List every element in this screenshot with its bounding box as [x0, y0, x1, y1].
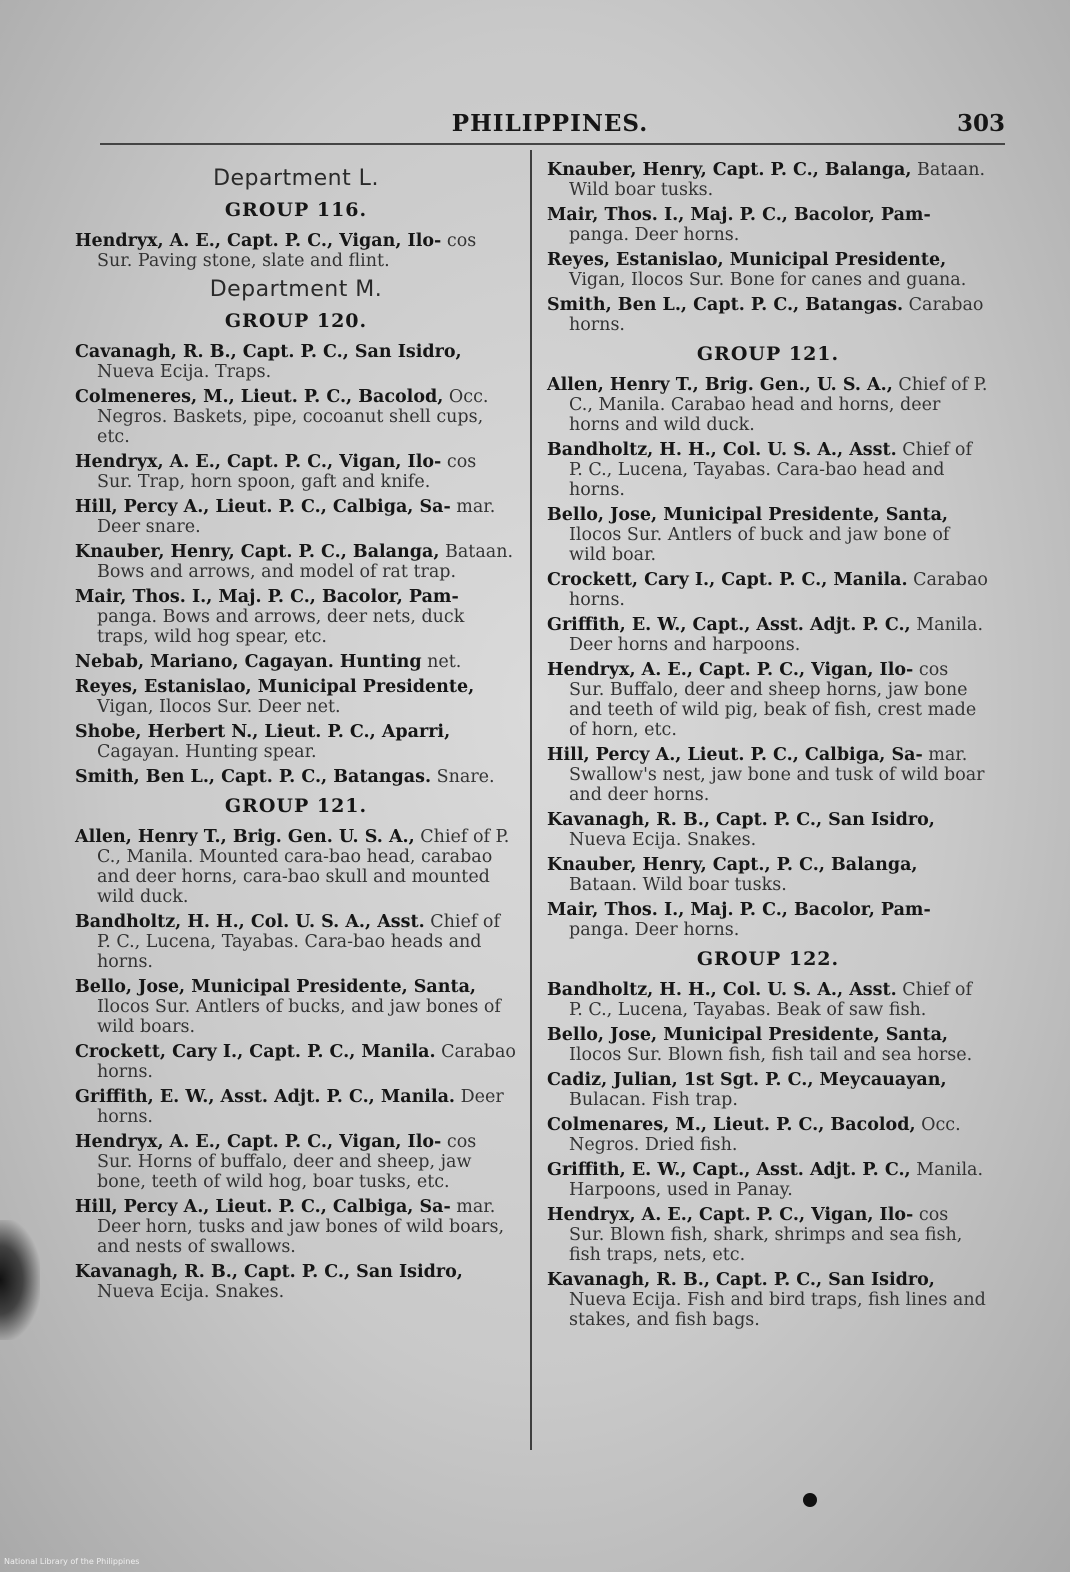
- exhibitor-name: Crockett, Cary I., Capt. P. C., Manila.: [547, 570, 908, 590]
- exhibitor-name: Bandholtz, H. H., Col. U. S. A., Asst.: [547, 440, 897, 460]
- exhibit-description: Carabao horns.: [97, 1042, 516, 1082]
- exhibitor-entry: [75, 497, 517, 537]
- exhibitor-entry: [547, 1070, 989, 1110]
- section: [547, 343, 989, 940]
- exhibitor-entry: [75, 587, 517, 647]
- exhibit-description: Chief of P. C., Manila. Carabao head and horns, deer horns and wild duck.: [569, 375, 988, 435]
- exhibitor-name: Mair, Thos. I., Maj. P. C., Bacolor, Pam-: [75, 587, 459, 607]
- exhibitor-entry: [75, 1132, 517, 1192]
- exhibitor-name: Knauber, Henry, Capt. P. C., Balanga,: [547, 160, 912, 180]
- exhibitor-name: Kavanagh, R. B., Capt. P. C., San Isidro,: [547, 810, 935, 830]
- exhibitor-entry: [547, 505, 989, 565]
- exhibitor-name: Hill, Percy A., Lieut. P. C., Calbiga, Sa-: [75, 1197, 451, 1217]
- exhibit-description: Manila. Deer horns and harpoons.: [569, 615, 984, 655]
- exhibitor-name: Hendryx, A. E., Capt. P. C., Vigan, Ilo-: [75, 1132, 442, 1152]
- exhibitor-entry: [75, 231, 517, 271]
- exhibit-description: Snare.: [436, 767, 495, 787]
- exhibit-description: cos Sur. Paving stone, slate and flint.: [97, 231, 477, 271]
- exhibit-description: Chief of P. C., Lucena, Tayabas. Cara-bao heads and horns.: [97, 912, 500, 972]
- exhibitor-name: Reyes, Estanislao, Municipal Presidente,: [547, 250, 947, 270]
- exhibitor-name: Kavanagh, R. B., Capt. P. C., San Isidro,: [75, 1262, 463, 1282]
- exhibitor-entry: [547, 660, 989, 740]
- exhibitor-name: Hendryx, A. E., Capt. P. C., Vigan, Ilo-: [75, 452, 442, 472]
- ink-dot: [803, 1493, 817, 1507]
- exhibitor-entry: [75, 677, 517, 717]
- footer-credit: National Library of the Philippines: [4, 1557, 140, 1566]
- exhibit-description: mar. Deer horn, tusks and jaw bones of wild boars, and nests of swallows.: [97, 1197, 505, 1257]
- exhibit-description: Bataan. Wild boar tusks.: [569, 160, 986, 200]
- exhibit-description: panga. Deer horns.: [569, 920, 740, 940]
- exhibit-description: cos Sur. Blown fish, shark, shrimps and sea fish, fish traps, nets, etc.: [569, 1205, 963, 1265]
- exhibitor-entry: [75, 452, 517, 492]
- exhibitor-name: Griffith, E. W., Capt., Asst. Adjt. P. C.,: [547, 615, 911, 635]
- exhibitor-name: Colmenares, M., Lieut. P. C., Bacolod,: [547, 1115, 916, 1135]
- exhibit-description: Chief of P. C., Lucena, Tayabas. Beak of saw fish.: [569, 980, 972, 1020]
- group-heading: GROUP 121.: [696, 343, 840, 365]
- exhibitor-entry: [547, 1025, 989, 1065]
- exhibitor-name: Bandholtz, H. H., Col. U. S. A., Asst.: [75, 912, 425, 932]
- exhibitor-entry: [547, 900, 989, 940]
- exhibit-description: net.: [427, 652, 462, 672]
- exhibitor-entry: [75, 1087, 517, 1127]
- exhibitor-name: Hendryx, A. E., Capt. P. C., Vigan, Ilo-: [547, 660, 914, 680]
- exhibitor-name: Cadiz, Julian, 1st Sgt. P. C., Meycauayan,: [547, 1070, 947, 1090]
- exhibit-description: panga. Bows and arrows, deer nets, duck traps, wild hog spear, etc.: [97, 607, 465, 647]
- exhibit-description: Nueva Ecija. Snakes.: [569, 830, 757, 850]
- exhibitor-entry: [547, 295, 989, 335]
- section: [75, 795, 517, 1302]
- exhibitor-entry: [75, 767, 517, 787]
- exhibitor-name: Mair, Thos. I., Maj. P. C., Bacolor, Pam-: [547, 900, 931, 920]
- exhibitor-name: Bello, Jose, Municipal Presidente, Santa,: [75, 977, 477, 997]
- exhibit-description: Chief of P. C., Lucena, Tayabas. Cara-bao head and horns.: [569, 440, 972, 500]
- exhibit-description: Bataan. Bows and arrows, and model of rat trap.: [97, 542, 514, 582]
- exhibitor-entry: [547, 570, 989, 610]
- exhibit-description: Carabao horns.: [569, 570, 988, 610]
- exhibitor-entry: [547, 1270, 989, 1330]
- exhibitor-name: Smith, Ben L., Capt. P. C., Batangas.: [75, 767, 432, 787]
- exhibitor-entry: [547, 855, 989, 895]
- exhibit-description: Carabao horns.: [569, 295, 984, 335]
- exhibitor-name: Nebab, Mariano, Cagayan. Hunting: [75, 652, 422, 672]
- exhibitor-entry: [547, 615, 989, 655]
- header-rule: [100, 143, 1005, 145]
- exhibitor-name: Crockett, Cary I., Capt. P. C., Manila.: [75, 1042, 436, 1062]
- exhibitor-entry: [547, 745, 989, 805]
- exhibitor-name: Hendryx, A. E., Capt. P. C., Vigan, Ilo-: [547, 1205, 914, 1225]
- exhibitor-entry: [75, 722, 517, 762]
- exhibit-description: cos Sur. Trap, horn spoon, gaft and knife.: [97, 452, 477, 492]
- exhibitor-name: Hendryx, A. E., Capt. P. C., Vigan, Ilo-: [75, 231, 442, 251]
- exhibitor-name: Allen, Henry T., Brig. Gen., U. S. A.,: [547, 375, 893, 395]
- exhibit-description: Vigan, Ilocos Sur. Bone for canes and guana.: [569, 270, 967, 290]
- running-head: PHILIPPINES.: [451, 110, 649, 137]
- exhibitor-name: Mair, Thos. I., Maj. P. C., Bacolor, Pam-: [547, 205, 931, 225]
- exhibit-description: Chief of P. C., Manila. Mounted cara-bao head, carabao and deer horns, cara-bao skull and mounted wild duck.: [97, 827, 510, 907]
- exhibitor-entry: [547, 250, 989, 290]
- exhibitor-name: Allen, Henry T., Brig. Gen. U. S. A.,: [75, 827, 415, 847]
- exhibitor-name: Reyes, Estanislao, Municipal Presidente,: [75, 677, 475, 697]
- exhibitor-name: Hill, Percy A., Lieut. P. C., Calbiga, Sa-: [547, 745, 923, 765]
- exhibitor-name: Knauber, Henry, Capt. P. C., Balanga,: [75, 542, 440, 562]
- exhibit-description: Ilocos Sur. Antlers of bucks, and jaw bones of wild boars.: [97, 997, 501, 1037]
- exhibit-description: Deer horns.: [97, 1087, 504, 1127]
- exhibitor-name: Bandholtz, H. H., Col. U. S. A., Asst.: [547, 980, 897, 1000]
- page-number: 303: [956, 110, 1005, 137]
- exhibit-description: Bulacan. Fish trap.: [569, 1090, 738, 1110]
- exhibitor-name: Knauber, Henry, Capt., P. C., Balanga,: [547, 855, 918, 875]
- exhibitor-name: Smith, Ben L., Capt. P. C., Batangas.: [547, 295, 904, 315]
- exhibitor-name: Kavanagh, R. B., Capt. P. C., San Isidro,: [547, 1270, 935, 1290]
- exhibit-description: Occ. Negros. Dried fish.: [569, 1115, 961, 1155]
- column-divider: [530, 150, 532, 1450]
- exhibitor-name: Colmeneres, M., Lieut. P. C., Bacolod,: [75, 387, 444, 407]
- exhibitor-entry: [75, 1042, 517, 1082]
- exhibit-description: Nueva Ecija. Fish and bird traps, fish lines and stakes, and fish bags.: [569, 1290, 986, 1330]
- exhibit-description: panga. Deer horns.: [569, 225, 740, 245]
- exhibit-description: Manila. Harpoons, used in Panay.: [569, 1160, 984, 1200]
- binding-shadow: [0, 1220, 40, 1340]
- exhibitor-entry: [75, 827, 517, 907]
- exhibitor-entry: [75, 387, 517, 447]
- exhibit-description: cos Sur. Horns of buffalo, deer and sheep, jaw bone, teeth of wild hog, boar tusks, etc.: [97, 1132, 477, 1192]
- exhibit-description: Nueva Ecija. Traps.: [97, 362, 272, 382]
- group-heading: GROUP 122.: [696, 948, 840, 970]
- section: [547, 160, 989, 335]
- exhibitor-entry: [547, 1205, 989, 1265]
- exhibit-description: mar. Swallow's nest, jaw bone and tusk of wild boar and deer horns.: [569, 745, 985, 805]
- right-column: [547, 160, 989, 1335]
- exhibitor-entry: [75, 652, 517, 672]
- exhibitor-name: Shobe, Herbert N., Lieut. P. C., Aparri,: [75, 722, 451, 742]
- exhibitor-name: Griffith, E. W., Asst. Adjt. P. C., Manila.: [75, 1087, 456, 1107]
- department-heading: Department M.: [209, 277, 383, 302]
- exhibitor-entry: [75, 542, 517, 582]
- group-heading: GROUP 116.: [224, 199, 368, 221]
- exhibit-description: Ilocos Sur. Blown fish, fish tail and sea horse.: [569, 1045, 973, 1065]
- exhibitor-name: Bello, Jose, Municipal Presidente, Santa,: [547, 505, 949, 525]
- exhibitor-entry: [547, 160, 989, 200]
- exhibit-description: cos Sur. Buffalo, deer and sheep horns, jaw bone and teeth of wild pig, beak of fish, crest made of horn, etc.: [569, 660, 977, 740]
- exhibitor-entry: [75, 912, 517, 972]
- exhibitor-entry: [75, 977, 517, 1037]
- exhibitor-entry: [547, 810, 989, 850]
- exhibitor-entry: [75, 342, 517, 382]
- left-column: [75, 160, 517, 1307]
- exhibit-description: Bataan. Wild boar tusks.: [569, 875, 787, 895]
- section: [547, 948, 989, 1330]
- exhibitor-entry: [75, 1262, 517, 1302]
- exhibit-description: Ilocos Sur. Antlers of buck and jaw bone of wild boar.: [569, 525, 950, 565]
- exhibitor-entry: [547, 375, 989, 435]
- exhibit-description: Occ. Negros. Baskets, pipe, cocoanut shell cups, etc.: [97, 387, 489, 447]
- department-heading: Department L.: [213, 166, 379, 191]
- exhibitor-entry: [547, 205, 989, 245]
- section: [75, 277, 517, 787]
- exhibitor-entry: [547, 1160, 989, 1200]
- exhibitor-name: Cavanagh, R. B., Capt. P. C., San Isidro,: [75, 342, 462, 362]
- section: [75, 166, 517, 271]
- exhibitor-name: Bello, Jose, Municipal Presidente, Santa,: [547, 1025, 949, 1045]
- exhibit-description: Vigan, Ilocos Sur. Deer net.: [97, 697, 341, 717]
- exhibitor-entry: [75, 1197, 517, 1257]
- exhibitor-entry: [547, 1115, 989, 1155]
- exhibitor-entry: [547, 980, 989, 1020]
- group-heading: GROUP 121.: [224, 795, 368, 817]
- exhibit-description: mar. Deer snare.: [97, 497, 496, 537]
- group-heading: GROUP 120.: [224, 310, 368, 332]
- exhibit-description: Cagayan. Hunting spear.: [97, 742, 317, 762]
- exhibitor-entry: [547, 440, 989, 500]
- exhibit-description: Nueva Ecija. Snakes.: [97, 1282, 285, 1302]
- exhibitor-name: Hill, Percy A., Lieut. P. C., Calbiga, Sa-: [75, 497, 451, 517]
- exhibitor-name: Griffith, E. W., Capt., Asst. Adjt. P. C.,: [547, 1160, 911, 1180]
